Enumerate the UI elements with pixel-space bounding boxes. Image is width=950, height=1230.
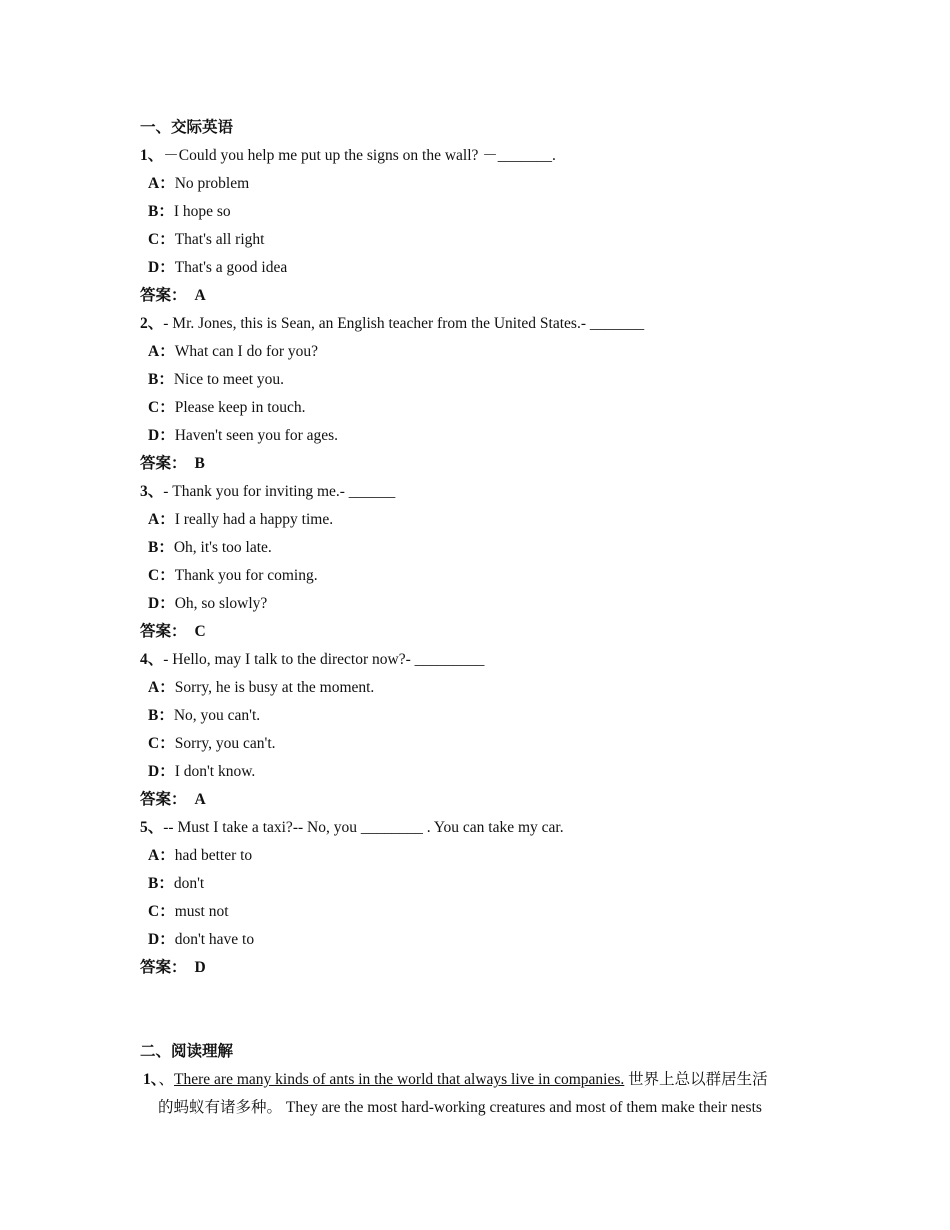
answer-option [140,226,820,254]
answer-option [140,870,820,898]
passage-underlined-sentence: There are many kinds of ants in the world that always live in companies. [174,1071,625,1088]
section-spacer [140,982,820,1038]
option-letter: D： [148,259,175,276]
option-text: Oh, so slowly? [174,595,268,612]
answer-label: 答案： [140,959,187,976]
option-letter: A： [148,679,175,696]
answer-label: 答案： [140,287,187,304]
option-text: Thank you for coming. [174,567,318,584]
question-stem [140,814,820,842]
question-list [140,142,820,982]
answer-line [140,618,820,646]
option-letter: B： [148,371,174,388]
answer-option [140,730,820,758]
option-text: Please keep in touch. [174,399,306,416]
document-page [140,114,820,1122]
option-letter: B： [148,203,174,220]
question-stem [140,646,820,674]
answer-option [140,674,820,702]
answer-line [140,282,820,310]
option-text: I really had a happy time. [174,511,334,528]
answer-option [140,394,820,422]
passage-prefix: 、 [158,1071,175,1088]
question-text: -- Must I take a taxi?-- No, you ________ . You can take my car. [163,819,564,836]
answer-option [140,898,820,926]
answer-line [140,954,820,982]
answer-option [140,590,820,618]
option-letter: A： [148,847,175,864]
question-number: 2、 [140,315,164,332]
option-text: That's a good idea [174,259,288,276]
answer-option [140,338,820,366]
passage-line-2: 的蚂蚁有诸多种。 They are the most hard-working creatures and most of them make their nests [158,1099,762,1116]
option-letter: A： [148,175,175,192]
option-text: Nice to meet you. [173,371,285,388]
option-text: No, you can't. [173,707,261,724]
answer-option [140,702,820,730]
answer-option [140,506,820,534]
answer-option [140,422,820,450]
option-letter: C： [148,735,175,752]
section-title-reading-comprehension: 二、阅读理解 [140,1043,234,1060]
answer-option [140,534,820,562]
option-letter: D： [148,931,175,948]
option-letter: B： [148,539,174,556]
option-text: What can I do for you? [174,343,319,360]
question-number: 5、 [140,819,164,836]
option-letter: D： [148,595,175,612]
passage-number: 1、 [143,1071,159,1088]
option-text: That's all right [174,231,265,248]
option-letter: C： [148,903,175,920]
answer-value: A [194,287,206,304]
answer-value: B [194,455,205,472]
section-title-communicative-english: 一、交际英语 [140,119,234,136]
option-text: Sorry, he is busy at the moment. [174,679,375,696]
question-number: 4、 [140,651,164,668]
option-text: don't have to [174,931,255,948]
option-letter: A： [148,343,175,360]
reading-passage [140,1066,820,1122]
passage-line-1 [143,1066,820,1094]
answer-label: 答案： [140,455,187,472]
question-stem [140,478,820,506]
option-text: No problem [174,175,250,192]
answer-label: 答案： [140,623,187,640]
answer-value: A [194,791,206,808]
answer-value: C [194,623,206,640]
option-text: I don't know. [174,763,256,780]
option-text: Haven't seen you for ages. [174,427,339,444]
option-letter: C： [148,231,175,248]
question-stem [140,310,820,338]
option-text: had better to [174,847,253,864]
answer-option [140,198,820,226]
question-text: －Could you help me put up the signs on the wall? －_______. [163,147,556,164]
option-text: Oh, it's too late. [173,539,272,556]
answer-option [140,562,820,590]
answer-option [140,926,820,954]
option-letter: B： [148,707,174,724]
question-number: 3、 [140,483,164,500]
option-text: I hope so [173,203,231,220]
answer-line [140,786,820,814]
question-text: - Mr. Jones, this is Sean, an English teacher from the United States.- _______ [163,315,645,332]
passage-translation: 世界上总以群居生活 [624,1071,768,1088]
option-letter: B： [148,875,174,892]
option-text: don't [173,875,205,892]
option-text: Sorry, you can't. [174,735,276,752]
answer-option [140,842,820,870]
answer-option [140,254,820,282]
option-letter: C： [148,567,175,584]
answer-label: 答案： [140,791,187,808]
option-letter: D： [148,427,175,444]
answer-value: D [194,959,206,976]
answer-option [140,170,820,198]
answer-line [140,450,820,478]
option-letter: C： [148,399,175,416]
question-text: - Hello, may I talk to the director now?- _________ [163,651,485,668]
answer-option [140,758,820,786]
option-text: must not [174,903,229,920]
question-text: - Thank you for inviting me.- ______ [163,483,396,500]
question-stem [140,142,820,170]
question-number: 1、 [140,147,164,164]
answer-option [140,366,820,394]
option-letter: D： [148,763,175,780]
option-letter: A： [148,511,175,528]
